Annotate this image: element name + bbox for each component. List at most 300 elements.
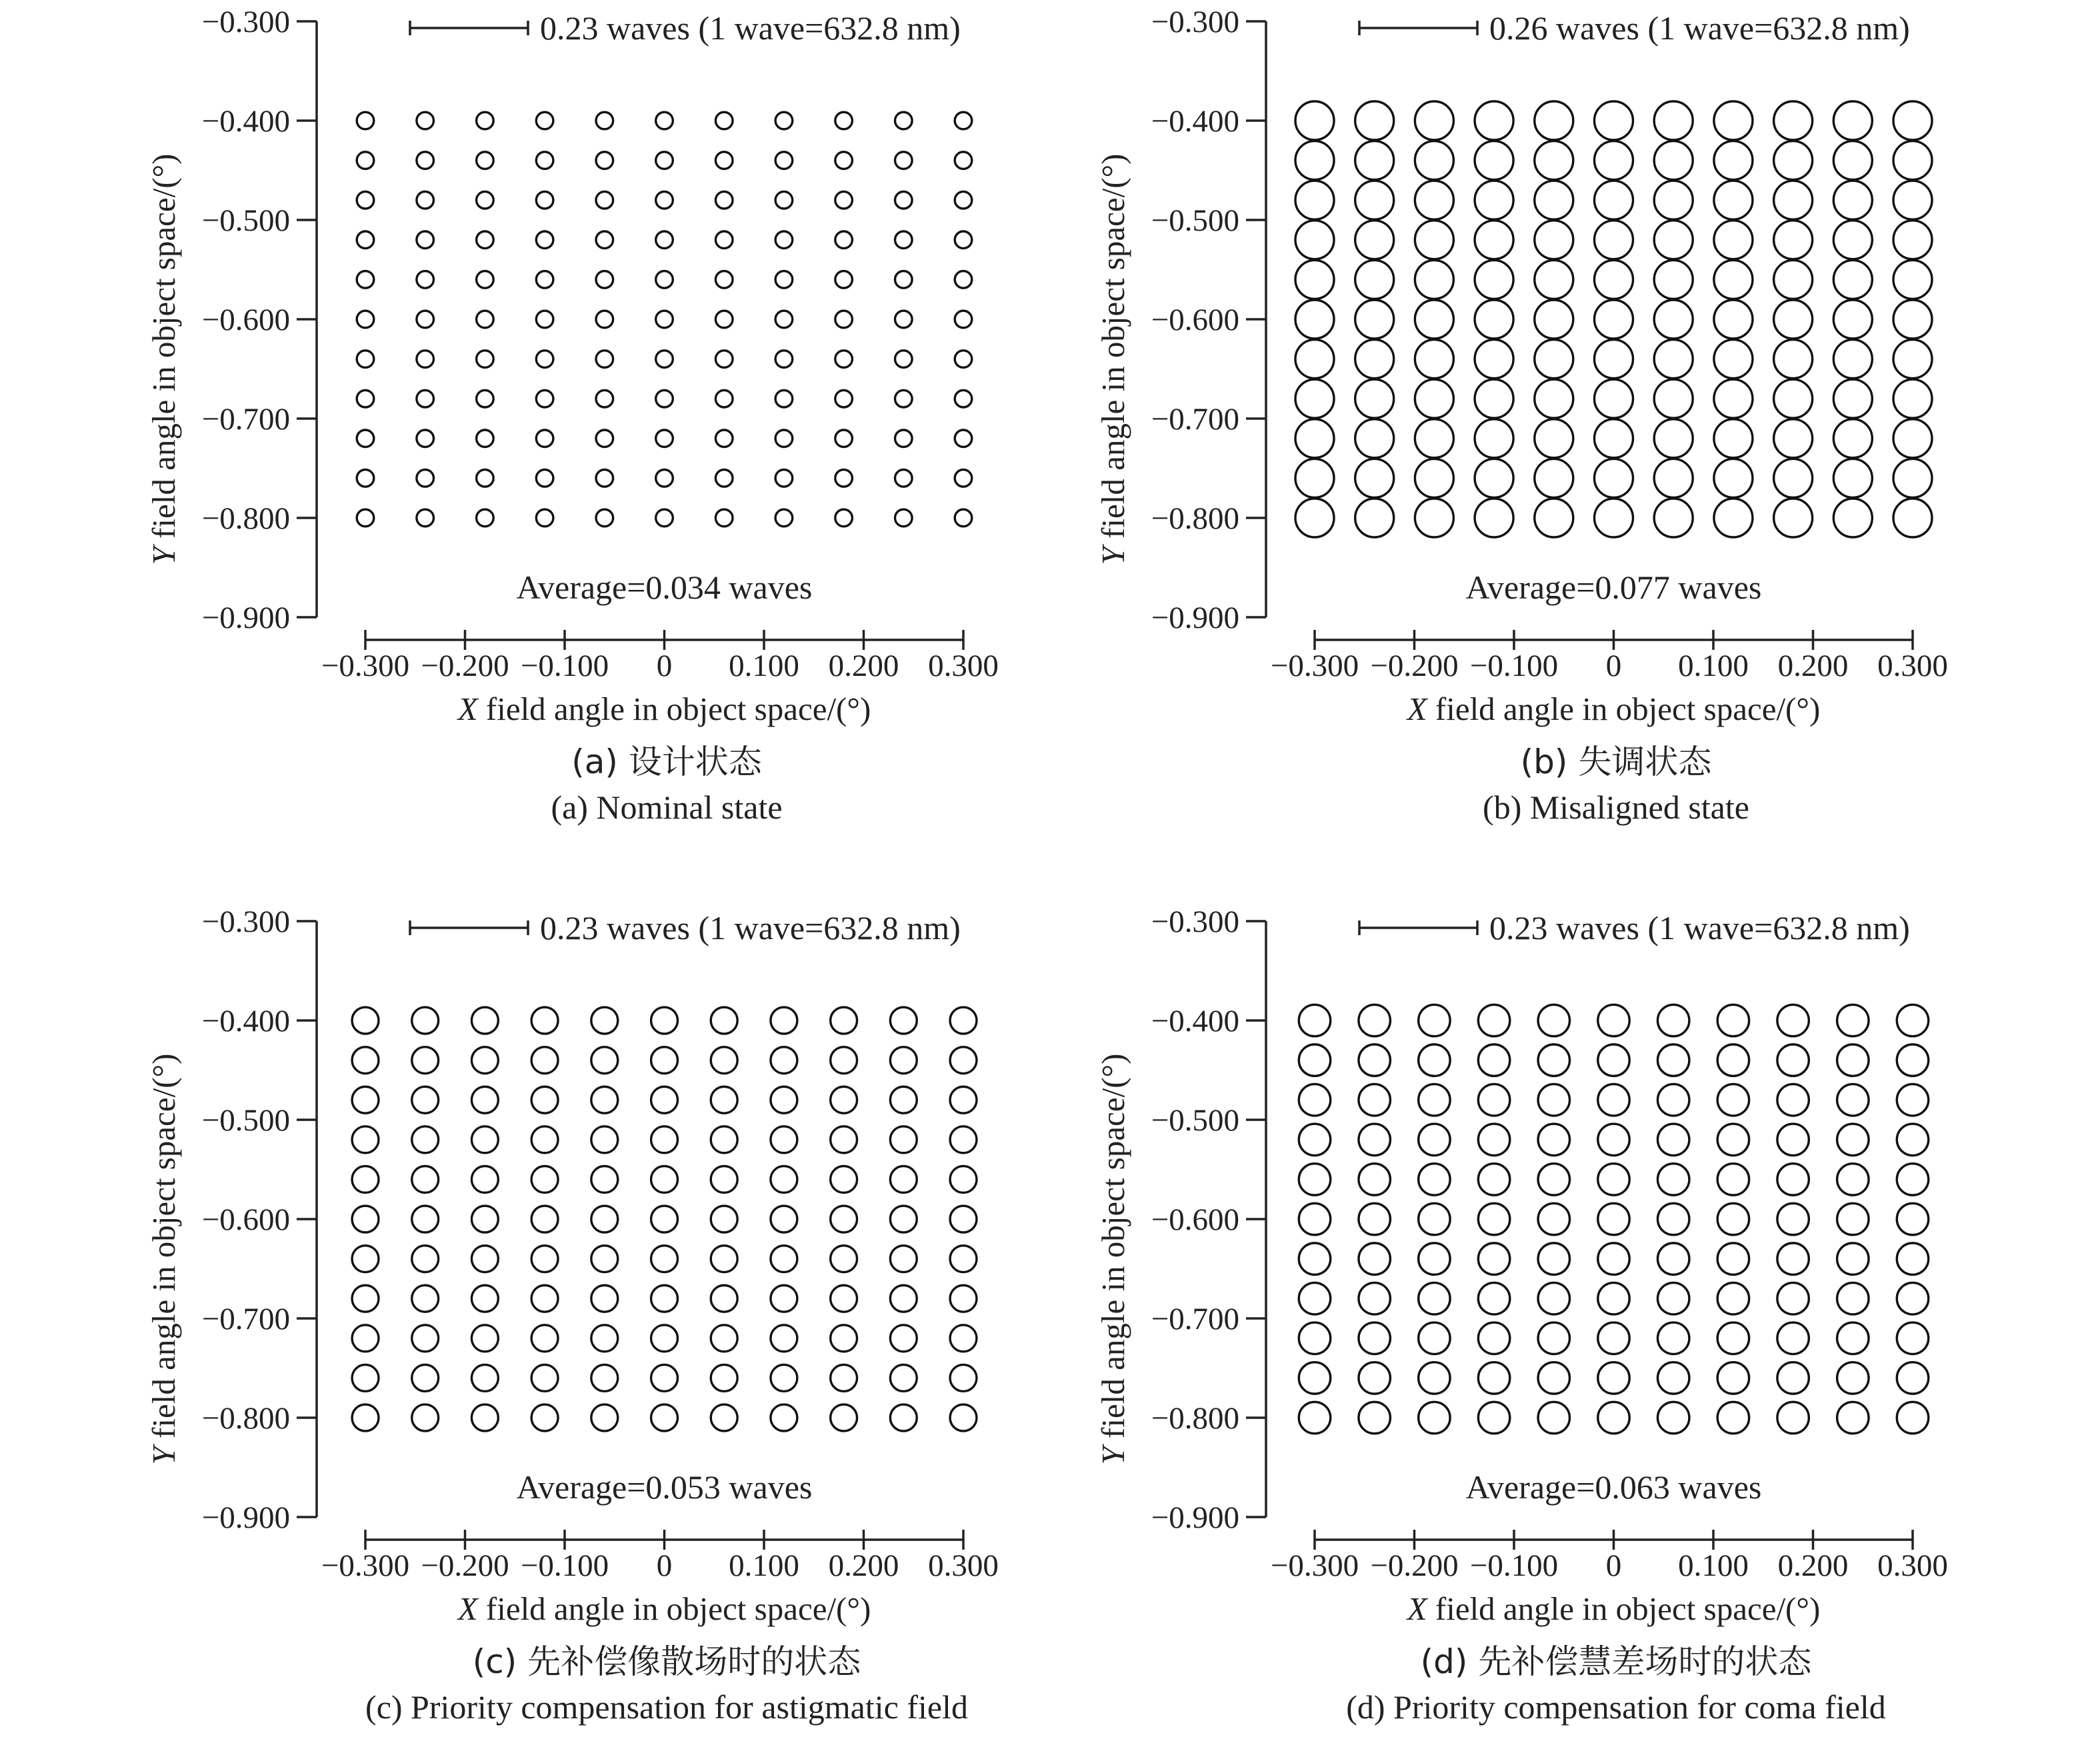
- spot-circle: [352, 1206, 379, 1232]
- spot-circle: [357, 390, 374, 407]
- spot-circle: [656, 390, 673, 407]
- caption-chinese: (d) 先补偿慧差场时的状态: [1420, 1642, 1812, 1681]
- spot-circle: [1598, 1322, 1629, 1354]
- spot-circle: [775, 430, 793, 447]
- spot-circle: [1654, 379, 1693, 418]
- spot-circle: [1359, 1044, 1390, 1076]
- spot-circle: [771, 1086, 797, 1113]
- spot-circle: [950, 1086, 977, 1113]
- spot-circle: [890, 1404, 917, 1431]
- spot-circle: [531, 1126, 558, 1153]
- spot-circle: [1837, 1243, 1869, 1274]
- spot-circle: [1654, 260, 1693, 299]
- spot-circle: [471, 1325, 498, 1352]
- y-tick-label: −0.600: [1151, 1202, 1239, 1237]
- spot-circle: [1355, 181, 1394, 219]
- average-label: Average=0.034 waves: [516, 569, 813, 606]
- spot-circle: [1359, 1282, 1390, 1314]
- spot-grid: [1295, 101, 1932, 537]
- spot-circle: [1535, 459, 1573, 497]
- spot-circle: [477, 152, 494, 169]
- spot-circle: [1419, 1203, 1450, 1234]
- spot-circle: [890, 1086, 917, 1113]
- spot-circle: [1419, 1282, 1450, 1314]
- spot-circle: [656, 112, 673, 129]
- spot-circle: [1535, 101, 1573, 140]
- spot-circle: [1837, 1402, 1869, 1433]
- panel-d: [1095, 904, 1948, 1726]
- spot-circle: [477, 390, 494, 407]
- spot-circle: [1535, 221, 1573, 259]
- spot-circle: [1359, 1084, 1390, 1115]
- spot-circle: [1893, 419, 1932, 458]
- spot-circle: [711, 1166, 737, 1192]
- y-tick-label: −0.300: [1151, 5, 1239, 39]
- spot-circle: [1774, 181, 1813, 219]
- spot-circle: [1893, 181, 1932, 219]
- spot-circle: [1717, 1282, 1749, 1314]
- spot-circle: [1893, 340, 1932, 379]
- spot-circle: [536, 470, 553, 487]
- scale-bar: [410, 909, 961, 946]
- x-tick-label: −0.100: [1469, 1548, 1559, 1583]
- x-axis-label-rest: field angle in object space/(°): [477, 1590, 871, 1627]
- spot-circle: [775, 271, 793, 289]
- spot-circle: [591, 1126, 618, 1153]
- spot-circle: [955, 311, 972, 328]
- spot-circle: [596, 231, 613, 249]
- spot-circle: [771, 1404, 797, 1431]
- y-axis-label: [145, 154, 182, 565]
- spot-circle: [1654, 181, 1693, 219]
- spot-circle: [1478, 1004, 1509, 1036]
- spot-circle: [1359, 1004, 1390, 1036]
- spot-circle: [412, 1404, 439, 1431]
- x-tick-label: 0.200: [1777, 1548, 1849, 1583]
- spot-circle: [950, 1364, 977, 1391]
- spot-circle: [596, 112, 613, 129]
- spot-circle: [950, 1206, 977, 1232]
- caption-english: (d) Priority compensation for coma field: [1346, 1688, 1886, 1726]
- spot-circle: [835, 112, 853, 129]
- spot-circle: [352, 1047, 379, 1074]
- spot-circle: [417, 271, 434, 289]
- spot-circle: [1419, 1044, 1450, 1076]
- spot-circle: [775, 112, 793, 129]
- spot-circle: [1714, 260, 1753, 299]
- spot-circle: [1657, 1044, 1689, 1076]
- spot-circle: [775, 231, 793, 249]
- spot-circle: [531, 1166, 558, 1192]
- spot-circle: [591, 1325, 618, 1352]
- spot-circle: [1538, 1004, 1569, 1036]
- caption-chinese: (b) 失调状态: [1520, 743, 1712, 781]
- spot-circle: [1777, 1004, 1809, 1036]
- spot-circle: [1295, 141, 1334, 180]
- y-tick-label: −0.900: [201, 1500, 290, 1535]
- spot-circle: [1774, 379, 1813, 418]
- spot-circle: [890, 1126, 917, 1153]
- spot-circle: [596, 311, 613, 328]
- x-tick-label: −0.300: [321, 1548, 410, 1583]
- spot-circle: [831, 1086, 857, 1113]
- spot-circle: [1897, 1044, 1928, 1076]
- spot-circle: [417, 112, 434, 129]
- spot-circle: [715, 231, 733, 249]
- x-tick-label: 0.300: [1877, 649, 1948, 683]
- spot-circle: [1893, 221, 1932, 259]
- spot-circle: [711, 1325, 737, 1352]
- spot-circle: [1535, 419, 1573, 458]
- spot-circle: [471, 1126, 498, 1153]
- spot-circle: [596, 271, 613, 289]
- x-tick-label: −0.100: [1469, 649, 1559, 683]
- spot-circle: [1833, 459, 1872, 497]
- spot-circle: [651, 1086, 678, 1113]
- spot-circle: [352, 1285, 379, 1312]
- spot-circle: [895, 311, 912, 328]
- spot-circle: [1595, 181, 1633, 219]
- spot-circle: [1657, 1322, 1689, 1354]
- spot-circle: [651, 1364, 678, 1391]
- spot-circle: [1893, 459, 1932, 497]
- spot-circle: [357, 112, 374, 129]
- spot-circle: [357, 311, 374, 328]
- spot-circle: [1355, 379, 1394, 418]
- spot-circle: [1598, 1282, 1629, 1314]
- spot-circle: [591, 1166, 618, 1192]
- spot-circle: [1475, 101, 1513, 140]
- spot-circle: [1538, 1362, 1569, 1394]
- x-axis-label: [1406, 691, 1821, 727]
- spot-circle: [352, 1246, 379, 1272]
- average-label: Average=0.053 waves: [516, 1468, 813, 1506]
- spot-circle: [955, 390, 972, 407]
- spot-circle: [715, 152, 733, 169]
- spot-circle: [1595, 300, 1633, 339]
- spot-circle: [1598, 1004, 1629, 1036]
- spot-circle: [471, 1086, 498, 1113]
- spot-circle: [651, 1246, 678, 1272]
- spot-circle: [477, 351, 494, 368]
- spot-circle: [1295, 260, 1334, 299]
- spot-circle: [895, 112, 912, 129]
- spot-circle: [477, 509, 494, 527]
- spot-circle: [1897, 1203, 1928, 1234]
- spot-circle: [1475, 141, 1513, 180]
- spot-circle: [955, 430, 972, 447]
- spot-circle: [1415, 499, 1453, 537]
- spot-circle: [1475, 221, 1513, 259]
- spot-circle: [536, 509, 553, 527]
- spot-circle: [531, 1285, 558, 1312]
- spot-circle: [536, 152, 553, 169]
- y-tick-label: −0.600: [201, 1202, 290, 1237]
- spot-circle: [1355, 340, 1394, 379]
- x-tick-label: −0.200: [1370, 1548, 1459, 1583]
- spot-circle: [531, 1086, 558, 1113]
- spot-circle: [536, 191, 553, 209]
- spot-circle: [1535, 340, 1573, 379]
- spot-circle: [1893, 499, 1932, 537]
- spot-circle: [950, 1246, 977, 1272]
- spot-circle: [1295, 379, 1334, 418]
- spot-circle: [1415, 340, 1453, 379]
- spot-circle: [835, 390, 853, 407]
- spot-circle: [591, 1086, 618, 1113]
- spot-circle: [711, 1206, 737, 1232]
- spot-circle: [1595, 499, 1633, 537]
- scale-bar-label: 0.23 waves (1 wave=632.8 nm): [540, 9, 961, 47]
- spot-circle: [1897, 1402, 1928, 1433]
- spot-circle: [1897, 1243, 1928, 1274]
- spot-circle: [1774, 300, 1813, 339]
- spot-circle: [1595, 141, 1633, 180]
- spot-circle: [1595, 340, 1633, 379]
- spot-circle: [1475, 300, 1513, 339]
- spot-circle: [471, 1246, 498, 1272]
- spot-circle: [1774, 340, 1813, 379]
- average-label: Average=0.063 waves: [1465, 1468, 1762, 1506]
- spot-circle: [1419, 1402, 1450, 1433]
- spot-circle: [591, 1404, 618, 1431]
- spot-circle: [1478, 1203, 1509, 1234]
- spot-circle: [1833, 221, 1872, 259]
- y-tick-label: −0.400: [201, 1004, 290, 1038]
- y-tick-label: −0.600: [1151, 303, 1239, 337]
- x-tick-label: 0.100: [729, 649, 799, 683]
- spot-circle: [1777, 1044, 1809, 1076]
- spot-circle: [1897, 1004, 1928, 1036]
- spot-circle: [950, 1285, 977, 1312]
- spot-circle: [477, 231, 494, 249]
- spot-circle: [1717, 1084, 1749, 1115]
- spot-circle: [1654, 221, 1693, 259]
- spot-circle: [1299, 1124, 1330, 1155]
- spot-circle: [651, 1166, 678, 1192]
- y-tick-label: −0.400: [1151, 1004, 1239, 1038]
- spot-circle: [1475, 379, 1513, 418]
- spot-circle: [536, 112, 553, 129]
- spot-circle: [895, 231, 912, 249]
- spot-circle: [412, 1364, 439, 1391]
- x-tick-label: 0.200: [1777, 649, 1849, 683]
- spot-circle: [831, 1285, 857, 1312]
- spot-circle: [890, 1325, 917, 1352]
- spot-circle: [1777, 1322, 1809, 1354]
- spot-circle: [711, 1126, 737, 1153]
- spot-circle: [1657, 1164, 1689, 1195]
- spot-circle: [591, 1047, 618, 1074]
- spot-circle: [831, 1364, 857, 1391]
- y-tick-label: −0.900: [1151, 1500, 1239, 1535]
- spot-circle: [890, 1166, 917, 1192]
- spot-circle: [1538, 1164, 1569, 1195]
- spot-circle: [831, 1166, 857, 1192]
- spot-circle: [531, 1206, 558, 1232]
- spot-circle: [1657, 1124, 1689, 1155]
- spot-circle: [715, 191, 733, 209]
- spot-circle: [711, 1246, 737, 1272]
- spot-circle: [715, 351, 733, 368]
- spot-circle: [1538, 1282, 1569, 1314]
- panel-b: [1095, 5, 1948, 826]
- spot-circle: [352, 1007, 379, 1034]
- spot-circle: [591, 1246, 618, 1272]
- spot-circle: [1893, 260, 1932, 299]
- spot-circle: [656, 351, 673, 368]
- y-tick-label: −0.600: [201, 303, 290, 337]
- spot-circle: [715, 271, 733, 289]
- spot-circle: [1774, 419, 1813, 458]
- x-tick-label: 0.200: [828, 1548, 899, 1583]
- spot-circle: [1419, 1164, 1450, 1195]
- spot-circle: [1654, 419, 1693, 458]
- x-tick-label: 0: [656, 649, 673, 683]
- spot-circle: [412, 1047, 439, 1074]
- spot-circle: [711, 1086, 737, 1113]
- x-axis-label-rest: field angle in object space/(°): [477, 691, 871, 727]
- spot-circle: [417, 470, 434, 487]
- spot-circle: [357, 351, 374, 368]
- spot-circle: [656, 311, 673, 328]
- spot-circle: [1595, 260, 1633, 299]
- y-tick-label: −0.500: [1151, 203, 1239, 238]
- spot-circle: [1714, 419, 1753, 458]
- spot-circle: [715, 509, 733, 527]
- x-tick-label: 0: [1605, 649, 1622, 683]
- spot-circle: [1295, 300, 1334, 339]
- spot-circle: [1475, 260, 1513, 299]
- spot-circle: [471, 1206, 498, 1232]
- x-axis-label: [1406, 1590, 1821, 1627]
- spot-circle: [1654, 141, 1693, 180]
- spot-circle: [352, 1166, 379, 1192]
- spot-circle: [1717, 1124, 1749, 1155]
- spot-circle: [1654, 101, 1693, 140]
- spot-circle: [417, 509, 434, 527]
- spot-circle: [536, 430, 553, 447]
- spot-circle: [1893, 379, 1932, 418]
- spot-circle: [1415, 379, 1453, 418]
- x-tick-label: 0: [1605, 1548, 1622, 1583]
- spot-circle: [417, 430, 434, 447]
- spot-circle: [1654, 459, 1693, 497]
- spot-circle: [352, 1325, 379, 1352]
- spot-circle: [715, 112, 733, 129]
- y-tick-label: −0.400: [1151, 104, 1239, 139]
- spot-circle: [775, 509, 793, 527]
- spot-circle: [1837, 1362, 1869, 1394]
- spot-circle: [412, 1325, 439, 1352]
- spot-circle: [1415, 181, 1453, 219]
- spot-circle: [1535, 379, 1573, 418]
- spot-circle: [1837, 1084, 1869, 1115]
- spot-circle: [895, 351, 912, 368]
- spot-circle: [771, 1364, 797, 1391]
- y-tick-label: −0.300: [201, 904, 290, 939]
- spot-circle: [715, 311, 733, 328]
- spot-circle: [1478, 1362, 1509, 1394]
- spot-circle: [890, 1364, 917, 1391]
- spot-circle: [1419, 1124, 1450, 1155]
- spot-circle: [1355, 141, 1394, 180]
- spot-circle: [955, 470, 972, 487]
- spot-circle: [895, 191, 912, 209]
- spot-circle: [1299, 1282, 1330, 1314]
- spot-circle: [771, 1206, 797, 1232]
- spot-circle: [1595, 459, 1633, 497]
- spot-circle: [1717, 1044, 1749, 1076]
- spot-circle: [1833, 181, 1872, 219]
- spot-circle: [412, 1206, 439, 1232]
- x-axis-label-var: X: [1407, 691, 1427, 727]
- spot-circle: [775, 311, 793, 328]
- spot-circle: [1833, 340, 1872, 379]
- spot-circle: [1359, 1124, 1390, 1155]
- spot-circle: [1538, 1044, 1569, 1076]
- spot-circle: [775, 191, 793, 209]
- spot-circle: [477, 470, 494, 487]
- y-tick-label: −0.900: [1151, 601, 1239, 635]
- spot-circle: [656, 231, 673, 249]
- scale-bar: [410, 9, 961, 47]
- spot-circle: [1598, 1203, 1629, 1234]
- y-axis-label-var: Y: [1095, 547, 1131, 565]
- spot-circle: [1837, 1044, 1869, 1076]
- caption-english: (a) Nominal state: [551, 789, 783, 826]
- x-axis-label: [457, 1590, 871, 1627]
- spot-circle: [1837, 1164, 1869, 1195]
- spot-circle: [895, 470, 912, 487]
- spot-circle: [357, 509, 374, 527]
- panel-c: [145, 904, 999, 1726]
- y-tick-label: −0.300: [1151, 904, 1239, 939]
- spot-circle: [831, 1246, 857, 1272]
- spot-circle: [1777, 1084, 1809, 1115]
- spot-circle: [831, 1126, 857, 1153]
- spot-circle: [471, 1166, 498, 1192]
- spot-circle: [1299, 1084, 1330, 1115]
- spot-circle: [1774, 459, 1813, 497]
- spot-circle: [352, 1404, 379, 1431]
- spot-circle: [1419, 1004, 1450, 1036]
- spot-circle: [1598, 1362, 1629, 1394]
- spot-circle: [1654, 340, 1693, 379]
- caption-english: (b) Misaligned state: [1483, 789, 1749, 826]
- spot-circle: [1359, 1203, 1390, 1234]
- spot-circle: [412, 1086, 439, 1113]
- spot-circle: [412, 1246, 439, 1272]
- spot-circle: [1538, 1322, 1569, 1354]
- spot-circle: [1295, 459, 1334, 497]
- spot-circle: [1299, 1322, 1330, 1354]
- y-axis-label-rest: field angle in object space/(°): [1095, 153, 1131, 547]
- spot-circle: [1657, 1084, 1689, 1115]
- spot-circle: [417, 351, 434, 368]
- spot-circle: [1777, 1164, 1809, 1195]
- spot-circle: [1833, 101, 1872, 140]
- spot-circle: [1897, 1124, 1928, 1155]
- spot-circle: [955, 351, 972, 368]
- caption-chinese: (c) 先补偿像散场时的状态: [472, 1642, 861, 1681]
- spot-circle: [417, 231, 434, 249]
- y-tick-label: −0.800: [201, 501, 290, 536]
- spot-circle: [771, 1246, 797, 1272]
- spot-circle: [1777, 1203, 1809, 1234]
- spot-circle: [471, 1047, 498, 1074]
- spot-circle: [1475, 181, 1513, 219]
